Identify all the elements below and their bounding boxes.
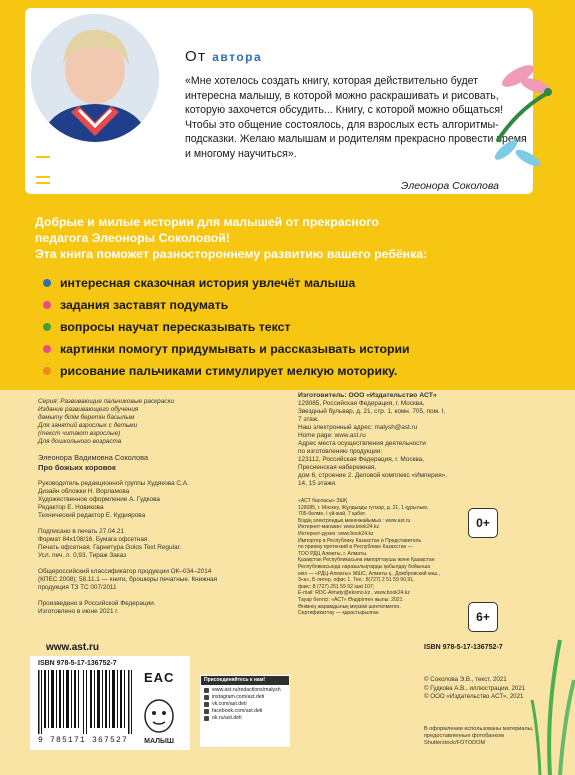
publisher-line: 123112, Российская Федерация, г. Москва, bbox=[298, 456, 424, 463]
bullet-dot-icon bbox=[43, 301, 51, 309]
kz-line: 3«а», Б литер, офис 1. Тел.: 8(727) 2 51 59 90,91, bbox=[298, 577, 415, 584]
age-rating-6-badge: 6+ bbox=[468, 602, 498, 632]
kz-line: факс: 8 (727) 251 59 92 ішкі 107; bbox=[298, 583, 375, 590]
barcode-icon bbox=[38, 670, 138, 734]
publisher-logo-text: МАЛЫШ bbox=[144, 738, 174, 745]
series-line: дамыту білім беретін басылым bbox=[38, 414, 135, 421]
kz-line: по приему претензий в Республике Казахстан — bbox=[298, 544, 413, 551]
author-quote: «Мне хотелось создать книгу, которая действительно будет интересна малышу, в которой можно раскрашивать и рисовать, которую захочется обсудить... Книгу, с которой можно общаться! Чтобы это общение состоялось, для взрослых есть алгоритмы-подсказки. Желаю малышам и родителям прекрасно провести время и многому научиться». bbox=[185, 75, 527, 160]
headline-line-1: Добрые и милые истории для малышей от прекрасного bbox=[35, 215, 379, 229]
grass-decoration bbox=[530, 620, 575, 775]
age-rating-0-badge: 0+ bbox=[468, 508, 498, 538]
facebook-icon bbox=[204, 709, 209, 714]
series-line: (текст читают взрослые) bbox=[38, 430, 121, 437]
publisher-line: 129085, Российская Федерация, г. Москва, bbox=[298, 400, 425, 407]
imprint-book-title: Про божьих коровок bbox=[38, 463, 116, 472]
barcode-isbn: ISBN 978-5-17-136752-7 bbox=[38, 660, 117, 667]
social-link[interactable] bbox=[204, 701, 286, 708]
vk-icon bbox=[204, 702, 209, 707]
publisher-line: Пресненская набережная, bbox=[298, 464, 377, 471]
classifier-line: продукция ТЗ ТС 007/2011 bbox=[38, 584, 117, 591]
imprint-left-column bbox=[38, 398, 288, 616]
origin-line: Произведено в Российской Федерации. bbox=[38, 600, 156, 607]
kz-line: өкіл — «РДЦ-Алматы» ЖШС, Алматы қ., Домбровский көш., bbox=[298, 570, 440, 577]
copyright-line: © Соколова Э.В., текст, 2021 bbox=[424, 676, 507, 683]
kz-line: Республикасында наразылықтарды қабылдау бойынша bbox=[298, 563, 431, 570]
author-signature: Элеонора Соколова bbox=[401, 180, 499, 192]
publisher-line: Звездный бульвар, д. 21, стр. 1, комн. 705, пом. I, bbox=[298, 408, 446, 415]
benefit-text: задания заставят подумать bbox=[60, 298, 229, 312]
publisher-line: 14, 15 этажи. bbox=[298, 480, 337, 487]
imprint-section bbox=[0, 390, 575, 775]
odnoklassniki-icon bbox=[204, 716, 209, 721]
series-line: Серия: Развивающие пальчиковые раскраски bbox=[38, 398, 175, 405]
social-link-label: facebook.com/ast.deti bbox=[212, 708, 263, 714]
publisher-line: 7 этаж. bbox=[298, 416, 319, 423]
author-heading-ot: От bbox=[185, 48, 207, 65]
dragonfly-illustration bbox=[488, 50, 558, 190]
staff-line: Руководитель редакционной группы Худякова С.А. bbox=[38, 480, 189, 487]
kz-line: Интернет-магазин: www.book24.kz bbox=[298, 524, 379, 531]
social-link[interactable] bbox=[204, 715, 286, 722]
publisher-line: дом 6, строение 2. Деловой комплекс «Империя», bbox=[298, 472, 447, 479]
benefit-text: рисование пальчиками стимулирует мелкую моторику. bbox=[60, 364, 398, 378]
social-link[interactable] bbox=[204, 694, 286, 701]
publisher-line: Наш электронный адрес: malysh@ast.ru bbox=[298, 424, 418, 431]
kz-line: 705-бөлме, I үй-жай, 7 қабат. bbox=[298, 511, 366, 518]
staff-line: Редактор Е. Новикова bbox=[38, 504, 104, 511]
bullet-dot-icon bbox=[43, 367, 51, 375]
kz-line: ТОО РДЦ Алматы, г. Алматы. bbox=[298, 550, 368, 557]
bullet-dot-icon bbox=[43, 345, 51, 353]
classifier-line: Общероссийский классификатор продукции ОК–034–2014 bbox=[38, 568, 212, 575]
photo-credit-line: В оформлении использованы материалы, bbox=[424, 726, 534, 732]
headline bbox=[35, 214, 545, 262]
copyright-line: © Гудкова А.В., иллюстрации, 2021 bbox=[424, 684, 526, 692]
classifier-line: (КПЕС 2008); 58.11.1 — книги, брошюры печатные. Книжная bbox=[38, 576, 218, 583]
social-link-label: instagram.com/ast.deti bbox=[212, 694, 265, 700]
imprint-kz-column bbox=[298, 498, 503, 617]
benefits-list bbox=[43, 272, 553, 382]
author-photo bbox=[31, 14, 159, 142]
bullet-dot-icon bbox=[43, 279, 51, 287]
social-link[interactable] bbox=[204, 708, 286, 715]
social-link-label: www.ast.ru/redactions/malysh bbox=[212, 687, 281, 693]
kz-line: Біздің электрондық мекенжайымыз : www.ast.ru bbox=[298, 517, 411, 524]
origin-line: Изготовлено в июне 2021 г. bbox=[38, 608, 119, 615]
staff-line: Художественное оформление А. Гудкова bbox=[38, 496, 160, 503]
author-heading-author: автора bbox=[212, 50, 263, 64]
kz-line: Қазақстан Республикасына импорттаушы және Қазақстан bbox=[298, 557, 435, 564]
copyright-line: © ООО «Издательство АСТ», 2021 bbox=[424, 693, 524, 700]
social-link-label: ok.ru/ast.deti bbox=[212, 715, 242, 721]
social-link-label: vk.com/ast.deti bbox=[212, 701, 247, 707]
copyright-block bbox=[424, 676, 525, 702]
kz-line: «АСТ баспасы» ЗШҚ bbox=[298, 498, 348, 504]
series-line: Издание развивающего обучения bbox=[38, 406, 139, 413]
print-line: Подписано в печать 27.04.21 bbox=[38, 528, 124, 535]
kz-line: Сертификаттау — қарастырылған bbox=[298, 610, 379, 617]
kz-line: Өнімнің жарамдылық мерзімі шектелмеген. bbox=[298, 603, 401, 610]
publisher-line: по изготовлению продукции: bbox=[298, 448, 383, 455]
kz-line: Импортер в Республику Казахстан и Представитель bbox=[298, 537, 422, 544]
bullet-dot-icon bbox=[43, 323, 51, 331]
benefit-item bbox=[43, 272, 553, 294]
photo-credit bbox=[424, 726, 544, 748]
globe-icon bbox=[204, 688, 209, 693]
kz-line: E-mail: RDC-Almaty@eksmo.kz , www.book24.kz bbox=[298, 590, 410, 597]
series-line: Для занятий взрослых с детьми bbox=[38, 422, 138, 429]
publisher-line: Home page: www.ast.ru bbox=[298, 432, 366, 439]
series-line: Для дошкольного возраста bbox=[38, 438, 122, 445]
publisher-title: Изготовитель: ООО «Издательство АСТ» bbox=[298, 392, 437, 399]
print-line: Печать офсетная. Гарнитура Golos Text Regular. bbox=[38, 544, 182, 551]
benefit-text: вопросы научат пересказывать текст bbox=[60, 320, 291, 334]
instagram-icon bbox=[204, 695, 209, 700]
publisher-logo bbox=[138, 696, 180, 746]
headline-line-3: Эта книга поможет разностороннему развитию вашего ребёнка: bbox=[35, 247, 428, 261]
staff-line: Дизайн обложки Н. Ворламова bbox=[38, 488, 130, 495]
print-line: Формат 84х108/16. Бумага офсетная. bbox=[38, 536, 150, 543]
benefit-item bbox=[43, 316, 553, 338]
isbn-text: ISBN 978-5-17-136752-7 bbox=[424, 644, 503, 651]
benefit-item bbox=[43, 294, 553, 316]
benefit-text: картинки помогут придумывать и рассказывать истории bbox=[60, 342, 410, 356]
imprint-author-name: Элеонора Вадимовна Соколова bbox=[38, 453, 149, 462]
imprint-publisher-column bbox=[298, 392, 498, 488]
benefit-text: интересная сказочная история увлечёт малыша bbox=[60, 276, 356, 290]
headline-line-2: педагога Элеоноры Соколовой! bbox=[35, 231, 230, 245]
benefit-item bbox=[43, 360, 553, 382]
ladybug-letter-decoration bbox=[26, 145, 96, 195]
publisher-line: Адрес места осуществления деятельности bbox=[298, 440, 426, 447]
photo-credit-line: предоставленные фотобанком bbox=[424, 733, 504, 740]
staff-line: Технический редактор Е. Кудиярова bbox=[38, 512, 146, 519]
benefit-item bbox=[43, 338, 553, 360]
eac-mark: EAC bbox=[144, 670, 175, 685]
kz-line: Тауар белгісі: «АСТ» Өндірілген жылы: 2021 bbox=[298, 596, 403, 603]
social-heading: Присоединяйтесь к нам! bbox=[201, 676, 289, 685]
social-link[interactable] bbox=[204, 687, 286, 694]
author-heading bbox=[185, 48, 262, 65]
print-line: Усл. печ. л. 0,93. Тираж Заказ bbox=[38, 552, 127, 559]
barcode-number: 9 785171 367527 bbox=[38, 736, 129, 745]
website-url[interactable]: www.ast.ru bbox=[46, 642, 99, 653]
author-card bbox=[25, 8, 533, 194]
kz-line: 129085, г. Мәскеу, Жұлдызды гүлзар, д. 21, 1 құрылым, bbox=[298, 504, 429, 511]
photo-credit-line: Shutterstock/FOTODOM bbox=[424, 740, 486, 747]
social-links bbox=[200, 675, 290, 747]
kz-line: Интернет-дүкен: www.book24.kz bbox=[298, 530, 374, 537]
